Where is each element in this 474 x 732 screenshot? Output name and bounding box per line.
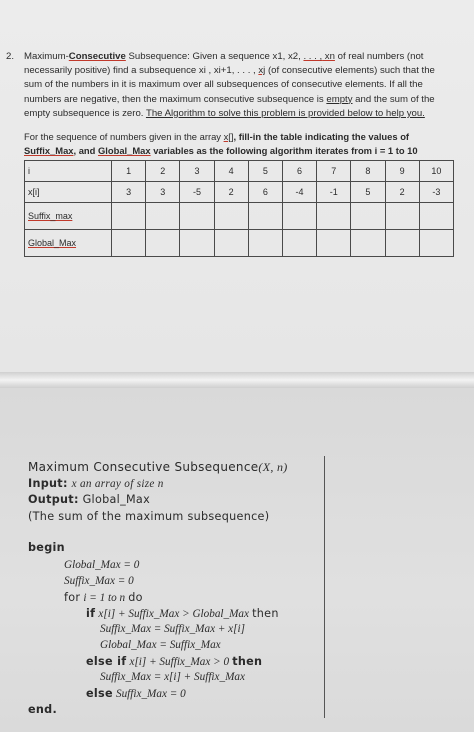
algorithm-output: Output: Global_Max xyxy=(28,493,150,506)
i-cell: 4 xyxy=(214,161,248,182)
global-cell[interactable] xyxy=(419,230,453,257)
table-row-suffix xyxy=(25,203,454,230)
consecutive-word: Consecutive xyxy=(68,51,126,62)
i-cell: 6 xyxy=(282,161,316,182)
row-label-suffix: Suffix_max xyxy=(25,203,112,230)
x-cell: 3 xyxy=(146,182,180,203)
x-cell: -3 xyxy=(419,182,453,203)
i-cell: 2 xyxy=(146,161,180,182)
algo-line-3: for i = 1 to n do xyxy=(64,591,143,604)
suffix-cell[interactable] xyxy=(146,203,180,230)
question-number: 2. xyxy=(6,51,15,62)
x-cell: -4 xyxy=(282,182,316,203)
algo-line-9: else Suffix_Max = 0 xyxy=(86,687,186,700)
algorithm-input: Input: x an array of size n xyxy=(28,477,164,490)
algo-line-1: Global_Max = 0 xyxy=(64,559,140,571)
i-cell: 8 xyxy=(351,161,385,182)
keyword-end: end. xyxy=(28,703,58,716)
global-cell[interactable] xyxy=(214,230,248,257)
global-cell[interactable] xyxy=(351,230,385,257)
suffix-cell[interactable] xyxy=(385,203,419,230)
paper-fold xyxy=(0,372,474,388)
row-label-i: i xyxy=(25,161,112,182)
table-row-x xyxy=(25,182,454,203)
suffix-cell[interactable] xyxy=(214,203,248,230)
table-row-i xyxy=(25,161,454,182)
global-cell[interactable] xyxy=(146,230,180,257)
suffix-cell[interactable] xyxy=(180,203,214,230)
x-cell: 5 xyxy=(351,182,385,203)
global-cell[interactable] xyxy=(112,230,146,257)
x-cell: 3 xyxy=(112,182,146,203)
algorithm-comment: (The sum of the maximum subsequence) xyxy=(28,510,270,523)
algo-line-7: else if x[i] + Suffix_Max > 0 then xyxy=(86,655,263,668)
suffix-cell[interactable] xyxy=(419,203,453,230)
global-cell[interactable] xyxy=(180,230,214,257)
i-cell: 3 xyxy=(180,161,214,182)
algo-line-4: if x[i] + Suffix_Max > Global_Max then xyxy=(86,607,279,620)
i-cell: 7 xyxy=(317,161,351,182)
global-cell[interactable] xyxy=(385,230,419,257)
x-cell: 6 xyxy=(248,182,282,203)
algorithm-title: Maximum Consecutive Subsequence(X, n) xyxy=(28,460,288,474)
question-text: 2. Maximum-Consecutive Subsequence: Given a sequence x1, x2, . . . , xn of real numbers (not necessarily positive) find a subsequence xi , xi+1, . . . , xj (of consecutive elements) such that the sum of the numbers in it is maximum over all subsequences of consecutive elements. If all the numbers are negative, then the maximum consecutive subsequence is empty and the sum of the empty subsequence is zero. The Algorithm to solve this problem is provided below to help you. xyxy=(6,51,435,119)
global-cell[interactable] xyxy=(282,230,316,257)
algo-line-5: Suffix_Max = Suffix_Max + x[i] xyxy=(100,623,245,635)
algo-line-8: Suffix_Max = x[i] + Suffix_Max xyxy=(100,671,245,683)
x-cell: -5 xyxy=(180,182,214,203)
suffix-cell[interactable] xyxy=(351,203,385,230)
table-row-global xyxy=(25,230,454,257)
global-cell[interactable] xyxy=(317,230,351,257)
global-cell[interactable] xyxy=(248,230,282,257)
suffix-cell[interactable] xyxy=(112,203,146,230)
i-cell: 5 xyxy=(248,161,282,182)
suffix-cell[interactable] xyxy=(282,203,316,230)
instruction-text: For the sequence of numbers given in the array x[], fill-in the table indicating the values of Suffix_Max, and Global_Max variables as the following algorithm iterates from i = 1 to 10 xyxy=(24,131,418,156)
algo-line-2: Suffix_Max = 0 xyxy=(64,575,134,587)
row-label-x: x[i] xyxy=(25,182,112,203)
suffix-cell[interactable] xyxy=(248,203,282,230)
trace-table xyxy=(24,160,454,257)
x-cell: 2 xyxy=(214,182,248,203)
keyword-begin: begin xyxy=(28,541,65,554)
i-cell: 9 xyxy=(385,161,419,182)
x-cell: 2 xyxy=(385,182,419,203)
suffix-cell[interactable] xyxy=(317,203,351,230)
x-cell: -1 xyxy=(317,182,351,203)
row-label-global: Global_Max xyxy=(25,230,112,257)
algo-line-6: Global_Max = Suffix_Max xyxy=(100,639,221,651)
i-cell: 10 xyxy=(419,161,453,182)
algorithm-box xyxy=(24,456,325,718)
i-cell: 1 xyxy=(112,161,146,182)
